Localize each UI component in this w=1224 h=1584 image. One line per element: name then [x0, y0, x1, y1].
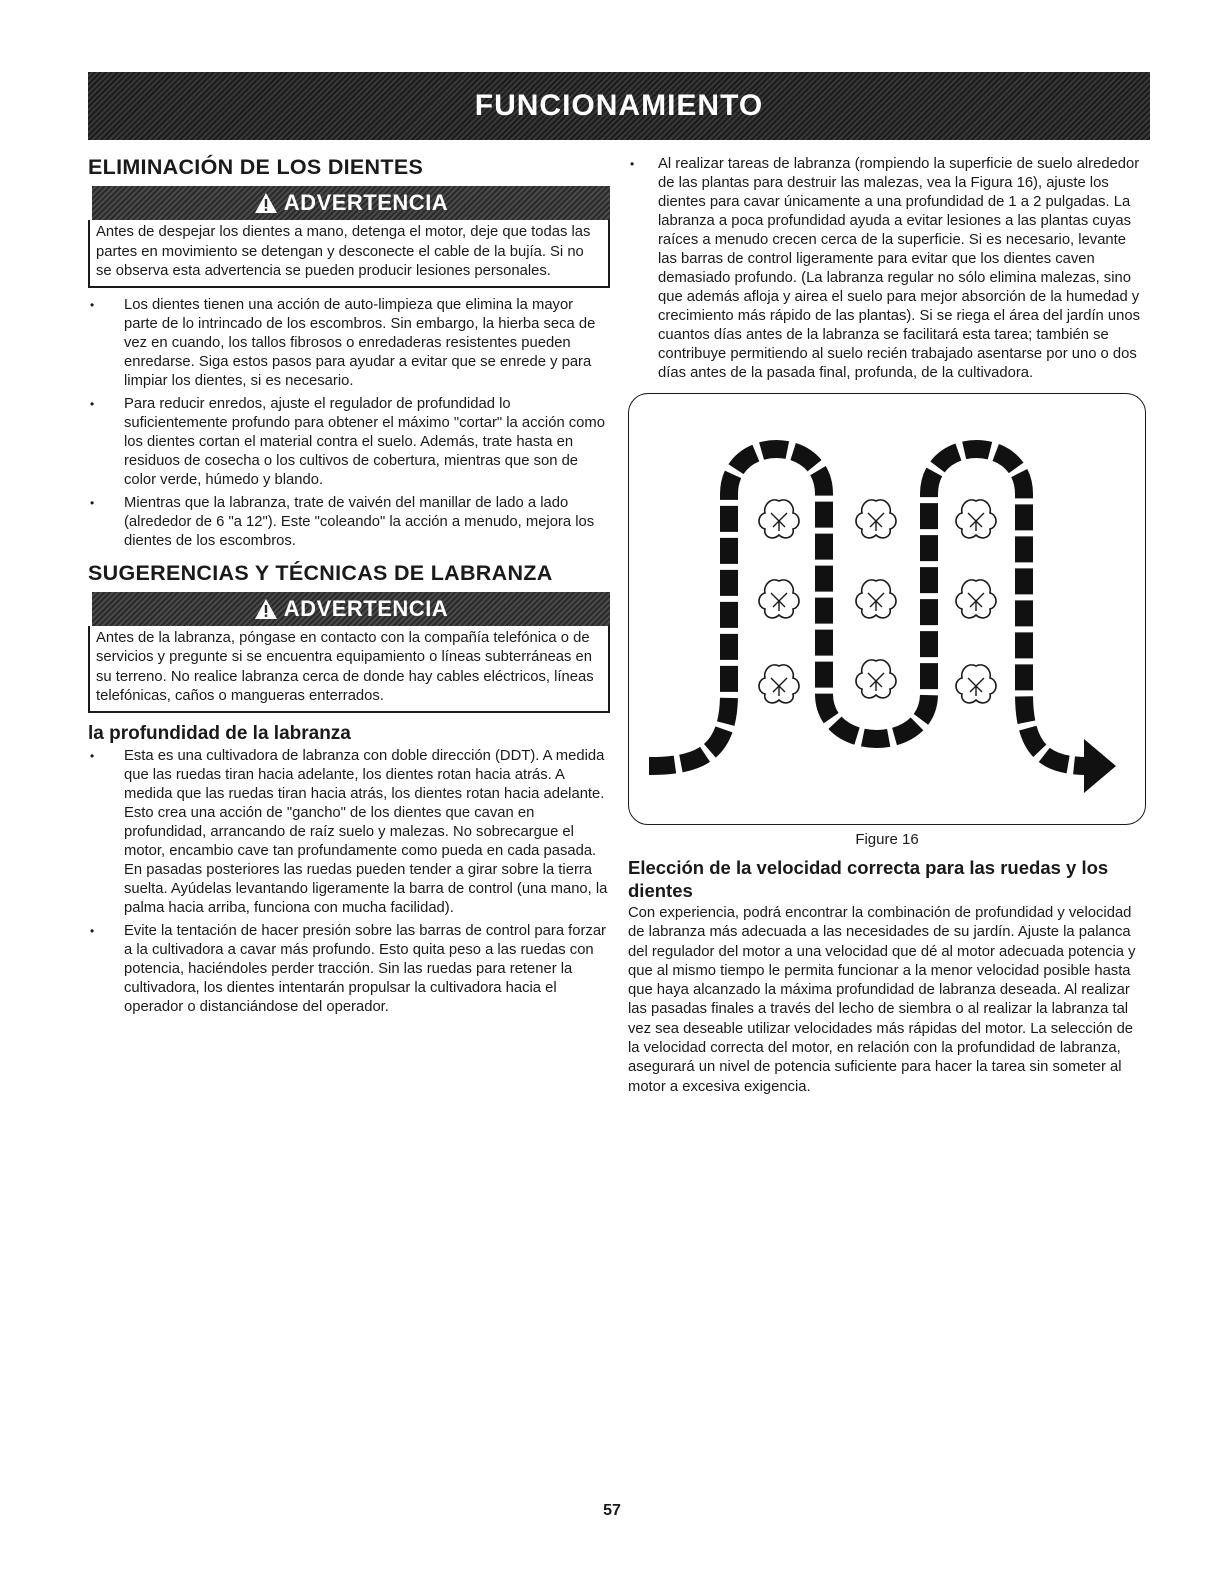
- list-item: • Para reducir enredos, ajuste el regulador de profundidad lo suficientemente profundo para obtener el máximo "cortar" la acción como los dientes cortan el material contra el suelo. Además, trate hasta en residuos de cosecha o los cultivos de cobertura, mientras que son de color verde, húmedo y blando.: [88, 395, 610, 490]
- list-item: • Esta es una cultivadora de labranza con doble dirección (DDT). A medida que las ruedas tiran hacia adelante, los dientes rotan hacia atrás. A medida que las ruedas tiran hacia atrás, los dientes rotan hacia adelante. Esto crea una acción de "gancho" de los dientes que cavan en profundidad, arrancando de raíz suelo y malezas. No sobrecargue el motor, encambio cave tan profundamente como pueda en cada pasada. En pasadas posteriores las ruedas pueden tender a girar sobre la tierra suelta. Ayúdelas levantando ligeramente la barra de control (una mano, la palma hacia arriba, funciona con mucha facilidad).: [88, 747, 610, 918]
- section-title-eliminacion: ELIMINACIÓN DE LOS DIENTES: [88, 155, 424, 179]
- bullet-list: [88, 747, 610, 1017]
- plant-icon: [956, 665, 996, 703]
- list-item: • Al realizar tareas de labranza (rompiendo la superficie de suelo alrededor de las plantas para destruir las malezas, vea la Figura 16), ajuste los dientes para cavar únicamente a una profundidad de 1 a 2 pulgadas. La labranza a poca profundidad ayuda a evitar lesiones a las plantas cuyas raíces a menudo crecen cerca de la superficie. Si es necesario, levante las barras de control ligeramente para evitar que los dientes caven demasiado profundo. (La labranza regular no sólo elimina malezas, sino que además afloja y airea el suelo para mejor absorción de la humedad y crecimiento más rápido de las plantas). Si se riega el área del jardín unos cuantos días antes de la labranza se facilitará esta tarea; también se contribuye permitiendo al suelo recién trabajado asentarse por uno o dos días antes de la pasada final, profunda, de la cultivadora.: [628, 155, 1146, 383]
- figure-16: [628, 393, 1146, 825]
- plant-icon: [856, 580, 896, 618]
- list-item: • Los dientes tienen una acción de auto-limpieza que elimina la mayor parte de lo intrincado de los escombros. Sin embargo, la hierba seca de vez en cuando, los tallos fibrosos o enredaderas resistentes pueden enredarse. Siga estos pasos para ayudar a evitar que se enrede y para limpiar los dientes, si es necesario.: [88, 296, 610, 391]
- warning-header: [92, 592, 610, 626]
- warning-label: ADVERTENCIA: [283, 595, 449, 621]
- plant-icon: [956, 500, 996, 538]
- plant-icon: [759, 500, 799, 538]
- arrow-right-icon: [1084, 739, 1116, 793]
- plant-icon: [956, 580, 996, 618]
- list-item: • Mientras que la labranza, trate de vaivén del manillar de lado a lado (alrededor de 6 "a 12"). Este "coleando" la acción a menudo, mejora los dientes de los escombros.: [88, 494, 610, 551]
- subheading-profundidad: la profundidad de la labranza: [88, 722, 351, 744]
- plant-icon: [759, 580, 799, 618]
- section-title-velocidad: Elección de la velocidad correcta para las ruedas y los dientes: [628, 857, 1109, 901]
- warning-header: [92, 186, 610, 220]
- bullet-list: [628, 155, 1146, 383]
- warning-box-1: [88, 186, 610, 288]
- left-column: [88, 155, 610, 1021]
- warning-text: Antes de despejar los dientes a mano, detenga el motor, deje que todas las partes en movimiento se detengan y desconecte el cable de la bujía. Si no se observa esta advertencia se pueden producir lesiones personales.: [88, 220, 610, 288]
- bullet-list: [88, 296, 610, 551]
- figure-caption: Figure 16: [855, 831, 919, 848]
- warning-label: ADVERTENCIA: [283, 190, 449, 215]
- page-header-banner: [88, 72, 1150, 140]
- list-item: • Evite la tentación de hacer presión sobre las barras de control para forzar a la cultivadora a cavar más profundo. Esto quita peso a las ruedas con potencia, haciéndoles perder tracción. Sin las ruedas para retener la cultivadora, los dientes intentarán propulsar la cultivadora hacia el operador o distanciándose del operador.: [88, 922, 610, 1017]
- warning-text: Antes de la labranza, póngase en contacto con la compañía telefónica o de servicios y pregunte si se encuentra equipamiento o líneas subterráneas en su terreno. No realice labranza cerca de donde hay cables eléctricos, líneas telefónicas, caños o mangueras enterrados.: [88, 626, 610, 713]
- tilling-path-diagram: [629, 394, 1146, 824]
- plant-icon: [856, 660, 896, 698]
- plant-icon: [856, 500, 896, 538]
- warning-box-2: [88, 592, 610, 713]
- warning-triangle-icon: [254, 192, 278, 214]
- right-column: [628, 155, 1146, 1097]
- section-paragraph: Con experiencia, podrá encontrar la combinación de profundidad y velocidad de labranza más adecuada a las necesidades de su jardín. Ajuste la palanca del regulador del motor a una velocidad que dé al motor adecuada potencia y que al mismo tiempo le permita funcionar a la menor velocidad posible hasta que haya alcanzado la máxima profundidad de labranza deseada. Al realizar las pasadas finales a través del lecho de siembra o al realizar la labranza tal vez sea deseable utilizar velocidades más rápidas del motor. La selección de la velocidad correcta del motor, en relación con la profundidad de labranza, asegurará un nivel de potencia suficiente para hacer la tarea sin someter al motor a excesiva exigencia.: [628, 905, 1136, 1095]
- page-title: FUNCIONAMIENTO: [474, 89, 764, 122]
- warning-triangle-icon: [254, 598, 278, 620]
- page-number: 57: [603, 1502, 621, 1519]
- plant-icon: [759, 665, 799, 703]
- section-title-sugerencias: SUGERENCIAS Y TÉCNICAS DE LABRANZA: [88, 560, 553, 585]
